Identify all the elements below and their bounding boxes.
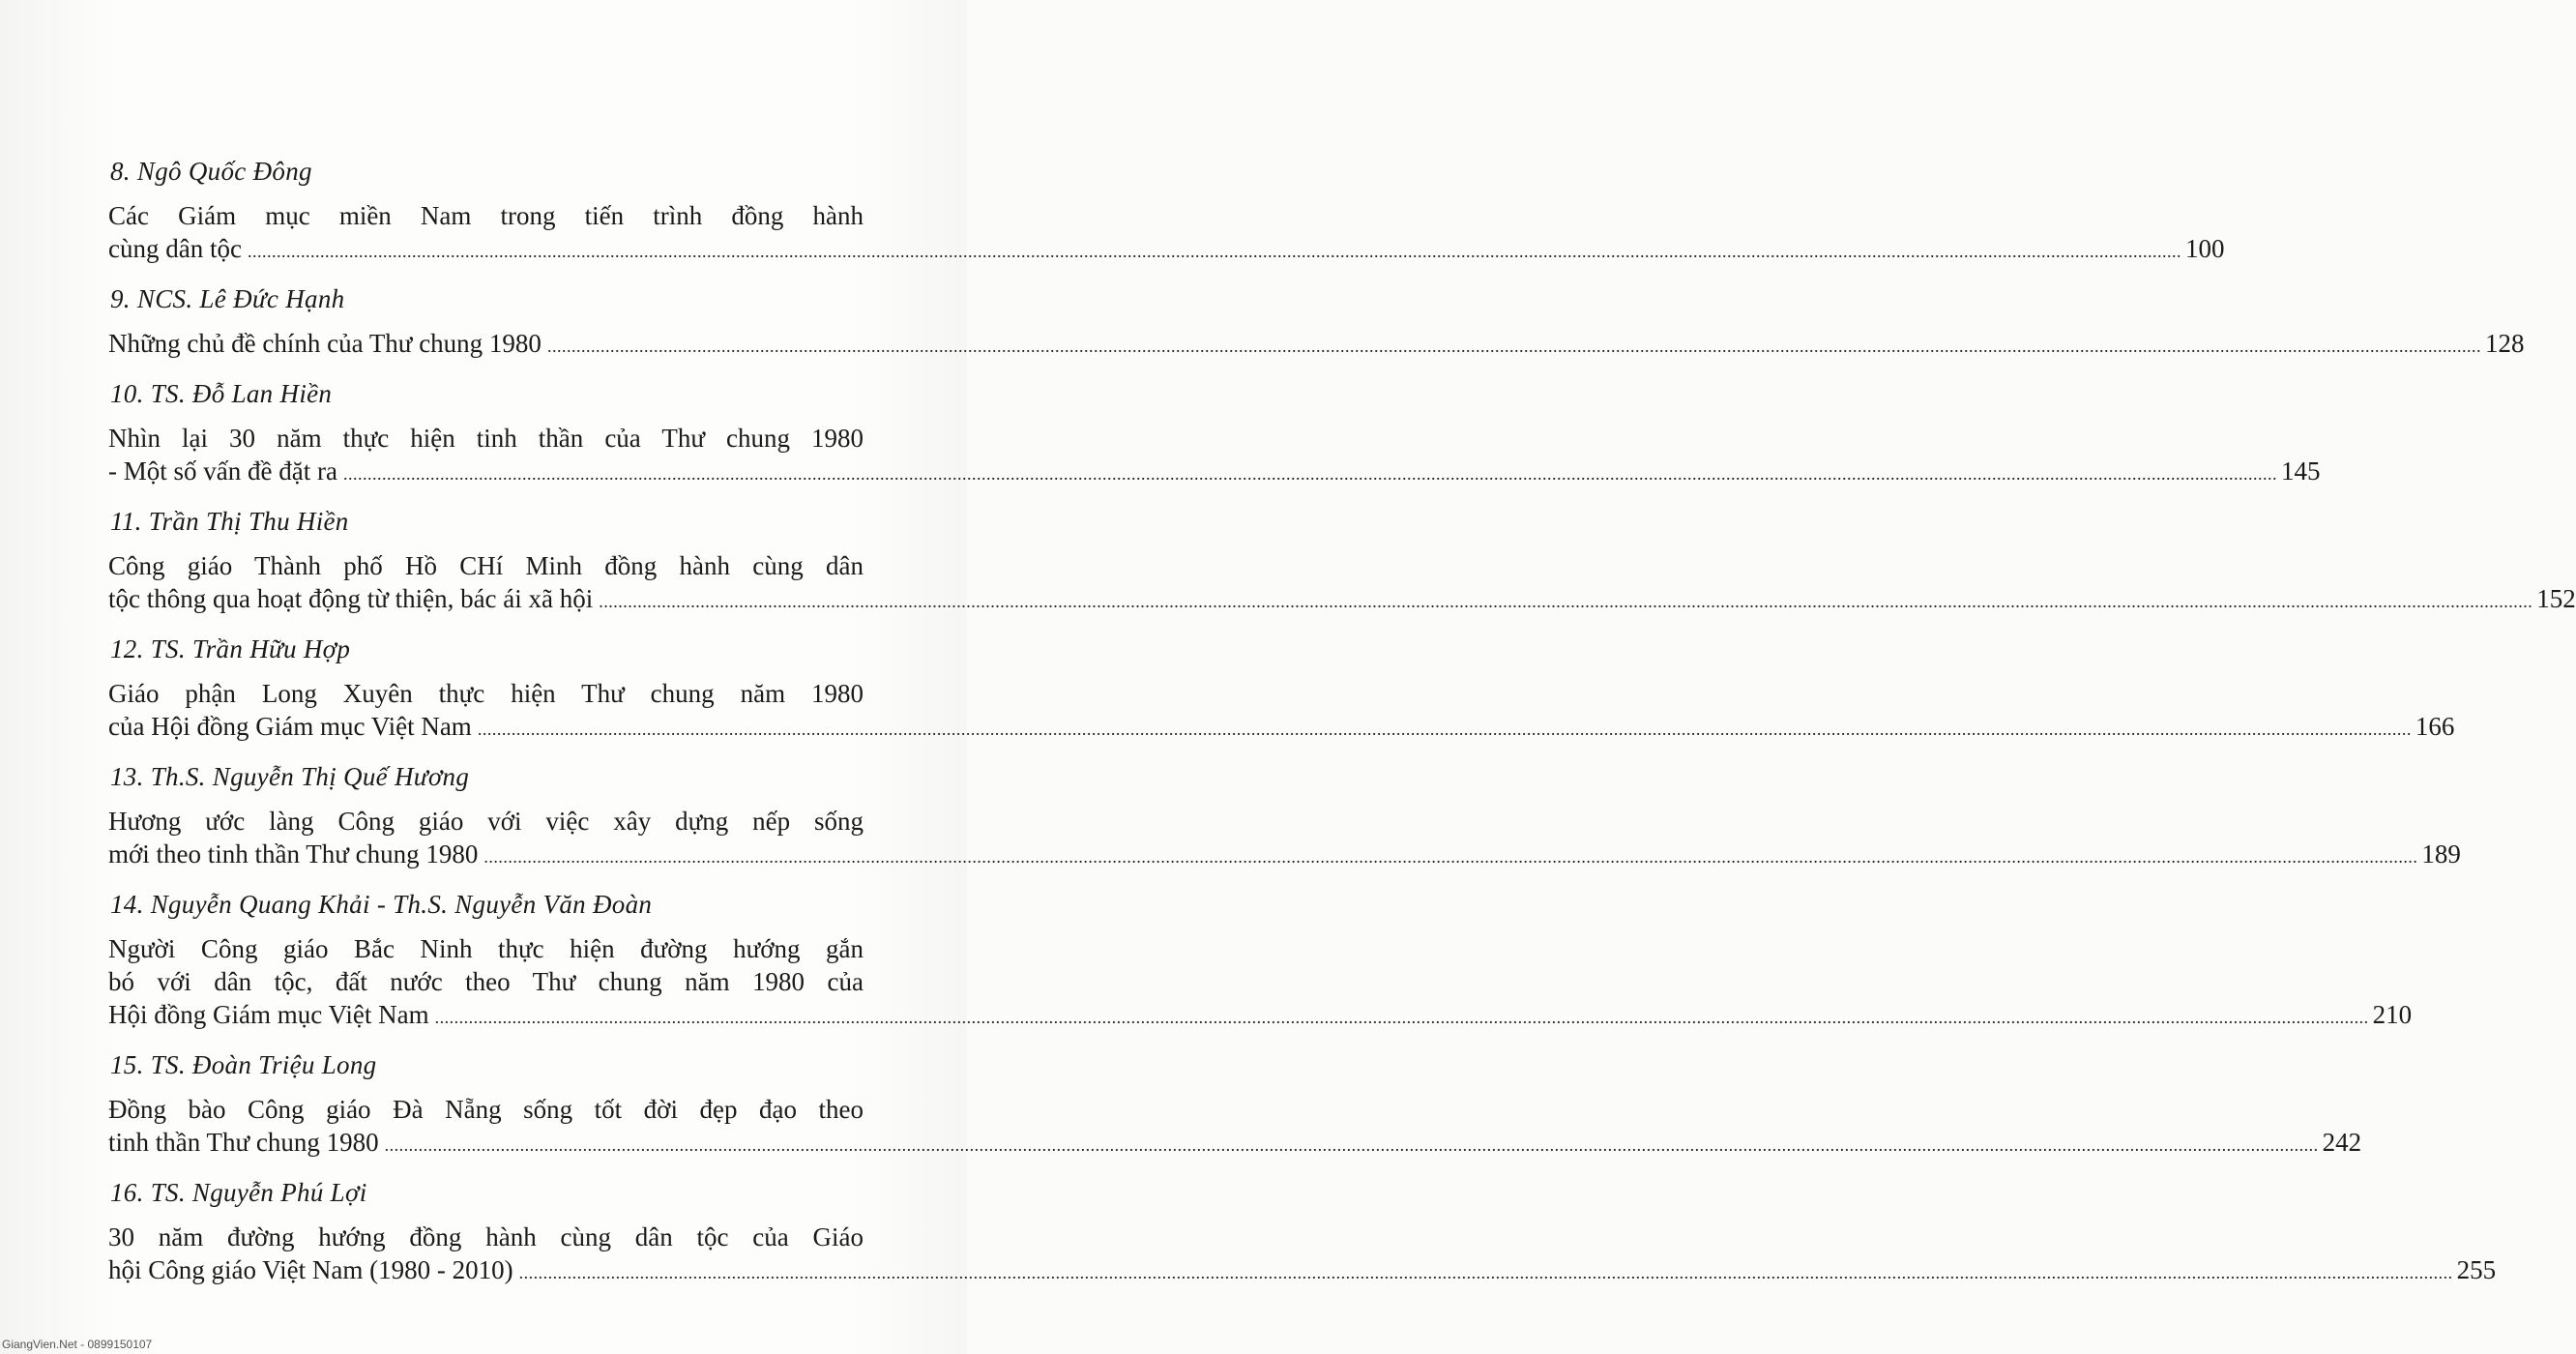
toc-title-text: - Một số vấn đề đặt ra (108, 456, 337, 486)
toc-title-last-line (108, 1126, 2362, 1162)
toc-title (108, 327, 2525, 363)
toc-entry (104, 1048, 2362, 1162)
toc-title (108, 1093, 2362, 1162)
toc-author: 8. Ngô Quốc Đông (110, 157, 312, 186)
toc-author: 9. NCS. Lê Đức Hạnh (110, 284, 345, 313)
dot-leader: ................................................................................................................................................................................................................................................................................................................................................................................................................ (384, 1135, 2319, 1155)
dot-leader: ................................................................................................................................................................................................................................................................................................................................................................................................................ (342, 464, 2277, 484)
toc-author: 10. TS. Đỗ Lan Hiền (110, 379, 333, 408)
toc-title-line: Nhìn lại 30 năm thực hiện tinh thần của Thư chung 1980 (108, 424, 864, 453)
toc-title (108, 422, 2321, 490)
toc-author: 11. Trần Thị Thu Hiền (110, 507, 349, 536)
dot-leader: ................................................................................................................................................................................................................................................................................................................................................................................................................ (546, 337, 2481, 356)
toc-title-line: bó với dân tộc, đất nước theo Thư chung năm 1980 của (108, 967, 864, 996)
toc-title-last-line (108, 1253, 2497, 1289)
toc-title-text: tộc thông qua hoạt động từ thiện, bác ái xã hội (108, 584, 594, 613)
toc-page-number: 100 (2184, 234, 2225, 263)
table-of-contents (104, 155, 2576, 1304)
toc-entry (104, 282, 2525, 363)
toc-author: 15. TS. Đoàn Triệu Long (110, 1050, 377, 1079)
toc-author: 14. Nguyễn Quang Khải - Th.S. Nguyễn Văn Đoàn (110, 890, 653, 919)
toc-title-last-line (108, 838, 2461, 873)
toc-title-line: Các Giám mục miền Nam trong tiến trình đồng hành (108, 201, 864, 230)
dot-leader: ................................................................................................................................................................................................................................................................................................................................................................................................................ (483, 847, 2418, 867)
toc-title-last-line (108, 998, 2413, 1034)
dot-leader: ................................................................................................................................................................................................................................................................................................................................................................................................................ (518, 1263, 2453, 1282)
toc-entry (104, 633, 2455, 746)
toc-author: 12. TS. Trần Hữu Hợp (110, 634, 351, 663)
toc-title-text: Những chủ đề chính của Thư chung 1980 (108, 329, 542, 358)
toc-page-number: 152 (2536, 584, 2576, 613)
toc-page-number: 145 (2280, 456, 2321, 486)
dot-leader: ................................................................................................................................................................................................................................................................................................................................................................................................................ (477, 720, 2412, 739)
toc-entry (104, 377, 2321, 490)
toc-page-number: 189 (2421, 839, 2461, 868)
toc-title (108, 1221, 2497, 1289)
toc-entry (104, 888, 2413, 1034)
toc-title-last-line (108, 582, 2576, 618)
toc-title-last-line (108, 327, 2525, 363)
watermark: GiangVien.Net - 0899150107 (2, 1338, 153, 1351)
toc-author: 13. Th.S. Nguyễn Thị Quế Hương (110, 762, 470, 791)
toc-title (108, 805, 2461, 873)
dot-leader: ................................................................................................................................................................................................................................................................................................................................................................................................................ (434, 1008, 2369, 1027)
toc-entry (104, 1176, 2497, 1289)
dot-leader: ................................................................................................................................................................................................................................................................................................................................................................................................................ (247, 242, 2181, 261)
toc-entry (104, 505, 2576, 618)
toc-page-number: 128 (2484, 329, 2525, 358)
toc-page-number: 242 (2322, 1128, 2362, 1157)
toc-page-number: 255 (2456, 1255, 2497, 1284)
toc-page-number: 210 (2372, 1000, 2413, 1029)
toc-title-line: Công giáo Thành phố Hồ CHí Minh đồng hành cùng dân (108, 551, 864, 580)
toc-entry (104, 760, 2461, 873)
toc-title-last-line (108, 232, 2225, 268)
toc-title-line: Giáo phận Long Xuyên thực hiện Thư chung năm 1980 (108, 679, 864, 708)
toc-page-number: 166 (2415, 712, 2455, 741)
toc-title (108, 549, 2576, 618)
toc-title-line: Đồng bào Công giáo Đà Nẵng sống tốt đời đẹp đạo theo (108, 1095, 864, 1124)
toc-title (108, 677, 2455, 746)
toc-title-line: Hương ước làng Công giáo với việc xây dựng nếp sống (108, 807, 864, 836)
toc-title-line: 30 năm đường hướng đồng hành cùng dân tộc của Giáo (108, 1222, 864, 1251)
toc-title-text: Hội đồng Giám mục Việt Nam (108, 1000, 429, 1029)
dot-leader: ................................................................................................................................................................................................................................................................................................................................................................................................................ (599, 592, 2533, 611)
toc-author: 16. TS. Nguyễn Phú Lợi (110, 1178, 367, 1207)
toc-title-text: của Hội đồng Giám mục Việt Nam (108, 712, 472, 741)
toc-title-line: Người Công giáo Bắc Ninh thực hiện đường hướng gắn (108, 934, 864, 963)
toc-title (108, 199, 2225, 268)
toc-title-text: tinh thần Thư chung 1980 (108, 1128, 379, 1157)
toc-title (108, 932, 2413, 1034)
toc-title-last-line (108, 710, 2455, 746)
toc-title-text: mới theo tinh thần Thư chung 1980 (108, 839, 479, 868)
toc-title-text: cùng dân tộc (108, 234, 242, 263)
toc-title-last-line (108, 455, 2321, 490)
toc-title-text: hội Công giáo Việt Nam (1980 - 2010) (108, 1255, 513, 1284)
toc-entry (104, 155, 2225, 268)
